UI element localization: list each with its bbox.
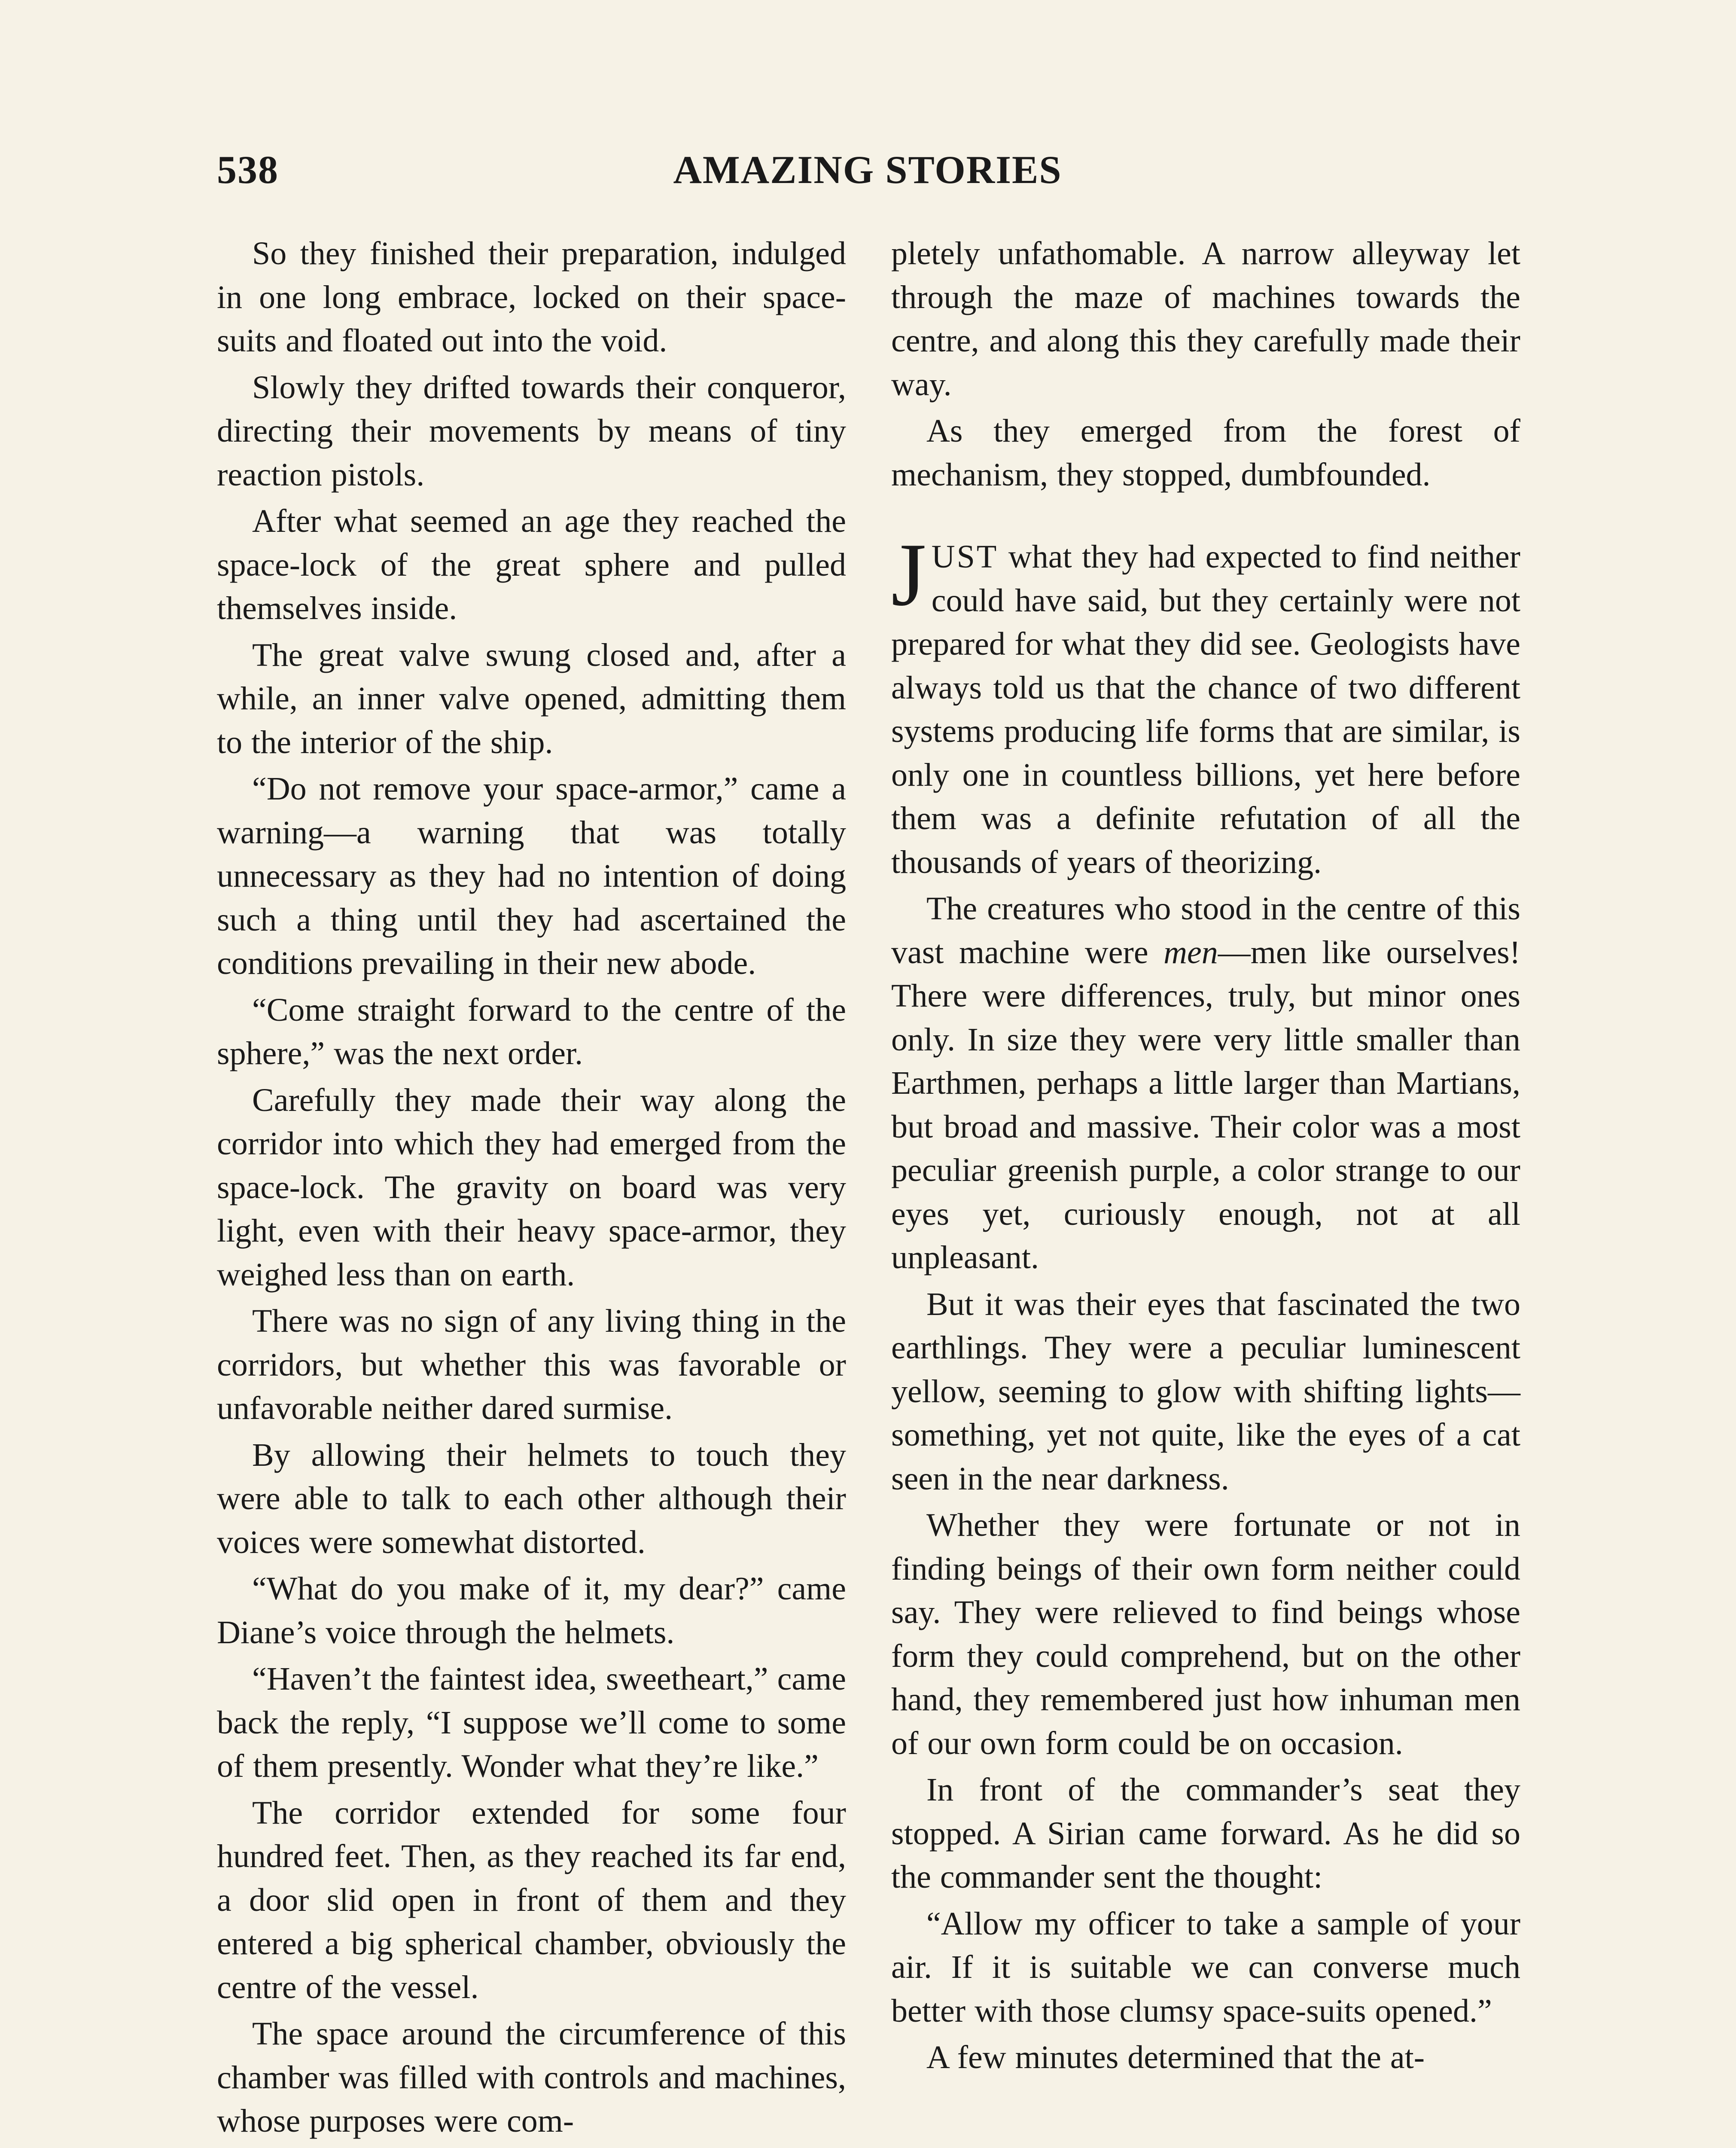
paragraph: There was no sign of any living thing in the corridors, but whether this was favorable or unfavorable neither dared surmise. (217, 1303, 846, 1426)
continued-paragraph: pletely unfathomable. A narrow alleyway let through the maze of machines towards the centre, and along this they carefully made their way. (891, 235, 1520, 403)
drop-cap: J (891, 525, 926, 625)
right-column (891, 232, 1520, 2083)
small-caps-lead: UST (931, 539, 999, 575)
paragraph: “Allow my officer to take a sample of your air. If it is suitable we can converse much better with those clumsy space-suits opened.” (891, 1905, 1520, 2029)
paragraph (891, 887, 1520, 1280)
paragraph: “What do you make of it, my dear?” came Diane’s voice through the helmets. (217, 1571, 846, 1651)
paragraph-text: —men like ourselves! There were differences, truly, but minor ones only. In size they were very little smaller than Earthmen, perhaps a little larger than Martians, but broad and massive. Their color was a most peculiar greenish purple, a color strange to our eyes yet, curiously enough, not at all unpleasant. (891, 934, 1520, 1275)
paragraph: As they emerged from the forest of mechanism, they stopped, dumbfounded. (891, 413, 1520, 493)
paragraph: But it was their eyes that fascinated the two earthlings. They were a peculiar luminescent yellow, seeming to glow with shifting lights—something, yet not quite, like the eyes of a cat seen in the near darkness. (891, 1286, 1520, 1497)
paragraph: The space around the circumference of this chamber was filled with controls and machines, whose purposes were com- (217, 2016, 846, 2139)
paragraph: “Come straight forward to the centre of the sphere,” was the next order. (217, 992, 846, 1071)
left-column (217, 232, 846, 2146)
paragraph: Carefully they made their way along the corridor into which they had emerged from the space-lock. The gravity on board was very light, even with their heavy space-armor, they weighed less than on earth. (217, 1082, 846, 1293)
running-header (217, 142, 1518, 198)
paragraph: The corridor extended for some four hundred feet. Then, as they reached its far end, a door slid open in front of them and they entered a big spherical chamber, obviously the centre of the vessel. (217, 1794, 846, 2005)
paragraph: So they finished their preparation, indulged in one long embrace, locked on their space-suits and floated out into the void. (217, 235, 846, 359)
paragraph: “Haven’t the faintest idea, sweetheart,” came back the reply, “I suppose we’ll come to some of them presently. Wonder what they’re like.” (217, 1661, 846, 1784)
running-title: AMAZING STORIES (673, 148, 1062, 192)
paragraph: A few minutes determined that the at- (926, 2039, 1425, 2075)
paragraph: The great valve swung closed and, after a while, an inner valve opened, admitting them to the interior of the ship. (217, 637, 846, 760)
section-opening-paragraph (891, 525, 1520, 884)
paragraph: Slowly they drifted towards their conqueror, directing their movements by means of tiny reaction pistols. (217, 369, 846, 493)
paragraph-text: The creatures who stood in the centre of this vast machine were (891, 891, 1520, 970)
paragraph-text: what they had expected to find neither could have said, but they certainly were not prepared for what they did see. Geologists have always told us that the chance of two different systems producing life forms that are similar, is only one in countless billions, yet here before them was a definite refutation of all the thousands of years of theorizing. (891, 539, 1520, 880)
paragraph: Whether they were fortunate or not in finding beings of their own form neither could say. They were relieved to find beings whose form they could comprehend, but on the other hand, they remembered just how inhuman men of our own form could be on occasion. (891, 1507, 1520, 1761)
paragraph: “Do not remove your space-armor,” came a warning—a warning that was totally unnecessary as they had no intention of doing such a thing until they had ascertained the conditions prevailing in their new abode. (217, 771, 846, 981)
emphasis-text: men (1163, 934, 1218, 970)
paragraph: By allowing their helmets to touch they were able to talk to each other although their voices were somewhat distorted. (217, 1437, 846, 1560)
page-number: 538 (217, 148, 279, 192)
paragraph: In front of the commander’s seat they stopped. A Sirian came forward. As he did so the commander sent the thought: (891, 1772, 1520, 1895)
paragraph: After what seemed an age they reached the space-lock of the great sphere and pulled themselves inside. (217, 503, 846, 626)
